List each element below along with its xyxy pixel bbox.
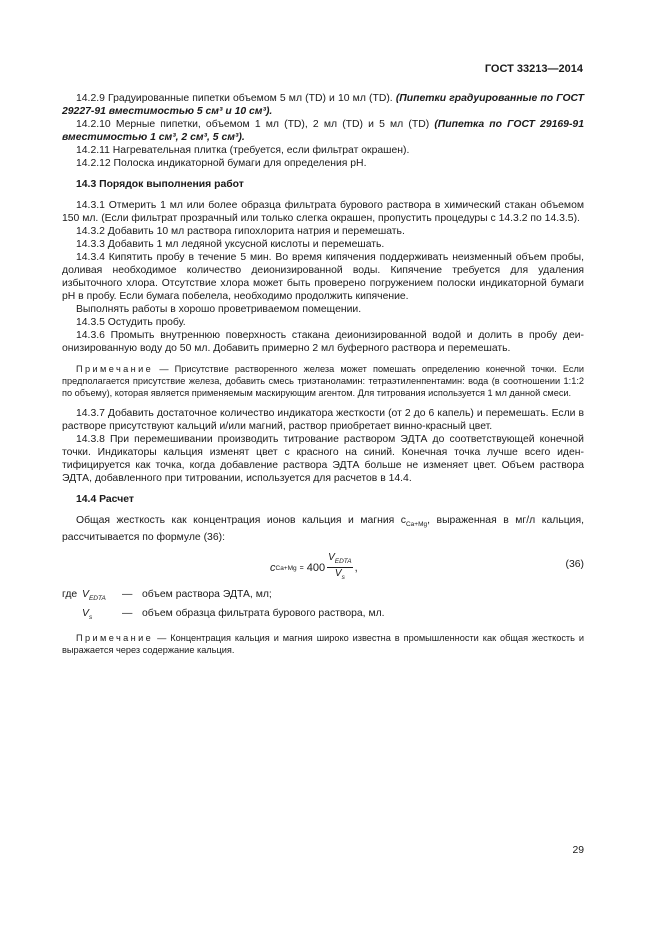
formula-fraction: $\frac{V_{EDTA}}{V_s}$ xyxy=(328,552,352,581)
item-14-2-11: 14.2.11 Нагревательная плитка (требуется, если фильтрат окрашен). xyxy=(76,145,410,156)
note-label: Примечание xyxy=(76,364,154,374)
note-text: — Присутствие растворенного железа может помешать определению конечной точки. Если предполагается присутствие железа, добавить смесь триэтаноламин: тетраэтиленпентамин: вода (в соотношении 1:1:2 по объему), которая является применяемым маскирующим агентом. Для титрования используется 1 мл данной смеси. xyxy=(62,364,584,398)
item-reference: (Пипетка по ГОСТ 29169-91 вместимостью 1 см³, 2 см³, 5 см³). xyxy=(62,119,584,143)
document-body xyxy=(62,92,584,664)
note-iron xyxy=(62,363,584,399)
paragraph-14-3-8: 14.3.8 При перемешивании производить титрование раствором ЭДТА до соответствующей конечной точки. Индикаторы кальция изменят цвет с красного на синий. Конечная точка лучше всего идентифицируется как точка, когда добавление раствора ЭДТА больше не изменяет цвет. Объем раствора ЭДТА, добавленного при титровании, используется для расчетов в 14.4. xyxy=(62,434,584,484)
paragraph-14-3-3: 14.3.3 Добавить 1 мл ледяной уксусной кислоты и перемешать. xyxy=(76,239,385,250)
paragraph-calculation-intro: Общая жесткость как концентрация ионов кальция и магния $c_{Ca+Mg}$, выраженная в мг/л кальция, рассчитывается по формуле (36): xyxy=(62,515,584,543)
equation-number: (36) xyxy=(565,559,584,570)
paragraph-14-3-1: 14.3.1 Отмерить 1 мл или более образца фильтрата бурового раствора в химический стакан объемом 150 мл. (Если фильтрат прозрачный или только слегка окрашен, пропустить процедуры с 14.3.2 по 14.3.5). xyxy=(62,200,584,224)
item-reference: (Пипетки градуированные по ГОСТ 29227-91 вместимостью 5 см³ и 10 см³). xyxy=(62,93,584,117)
item-14-2-12: 14.2.12 Полоска индикаторной бумаги для определения pH. xyxy=(76,158,367,169)
paragraph-14-3-5: 14.3.5 Остудить пробу. xyxy=(76,317,186,328)
definition-v-edta: где $V_{EDTA}$ — объем раствора ЭДТА, мл; xyxy=(62,589,272,602)
formula-expression: c Ca+Mg = 400 $\frac{V_{EDTA}}{V_s}$ , xyxy=(270,552,358,584)
paragraph-14-3-4: 14.3.4 Кипятить пробу в течение 5 мин. Во время кипячения поддерживать неизменный объем пробы, доливая необходимое количество деионизированной воды. Кипячение требуется для удаления избыточного хлора. Отсутствие хлора может быть проверено погружением полоски индикаторной бумаги pH в пробу. Если бумага побелела, необходимо продолжить кипячение. xyxy=(62,252,584,302)
item-number: 14.2.10 xyxy=(76,119,111,130)
standard-header: ГОСТ 33213—2014 xyxy=(484,63,583,75)
formula-36 xyxy=(62,550,584,584)
section-heading-14-3: 14.3 Порядок выполнения работ xyxy=(76,179,244,190)
section-heading-14-4: 14.4 Расчет xyxy=(76,494,134,505)
paragraph-ventilation: Выполнять работы в хорошо проветриваемом помещении. xyxy=(76,304,362,315)
note-label: Примечание xyxy=(76,633,154,643)
item-number: 14.2.9 xyxy=(76,93,105,104)
page-number: 29 xyxy=(572,845,584,856)
note-hardness xyxy=(62,632,584,656)
note-text: — Концентрация кальция и магния широко известна в промышленности как общая жесткость и выражается через содержание кальция. xyxy=(62,633,584,655)
item-text: Градуированные пипетки объемом 5 мл (TD) и 10 мл (TD). xyxy=(108,93,393,104)
paragraph-14-3-6: 14.3.6 Промыть внутреннюю поверхность стакана деионизированной водой и долить в пробу деионизированную воду до 50 мл. Добавить примерно 2 мл буферного раствора и перемешать. xyxy=(62,330,584,354)
paragraph-14-3-7: 14.3.7 Добавить достаточное количество индикатора жесткости (от 2 до 6 капель) и перемешать. Если в растворе присутствуют кальций и/или магний, раствор приобретает винно-красный цвет. xyxy=(62,408,584,432)
definition-v-s: $V_s$ — объем образца фильтрата бурового раствора, мл. xyxy=(82,608,385,621)
item-14-2-10 xyxy=(62,118,584,144)
paragraph-14-3-2: 14.3.2 Добавить 10 мл раствора гипохлорита натрия и перемешать. xyxy=(76,226,405,237)
item-text: Мерные пипетки, объемом 1 мл (TD), 2 мл (TD) и 5 мл (TD) xyxy=(115,119,430,130)
item-14-2-9 xyxy=(62,92,584,118)
